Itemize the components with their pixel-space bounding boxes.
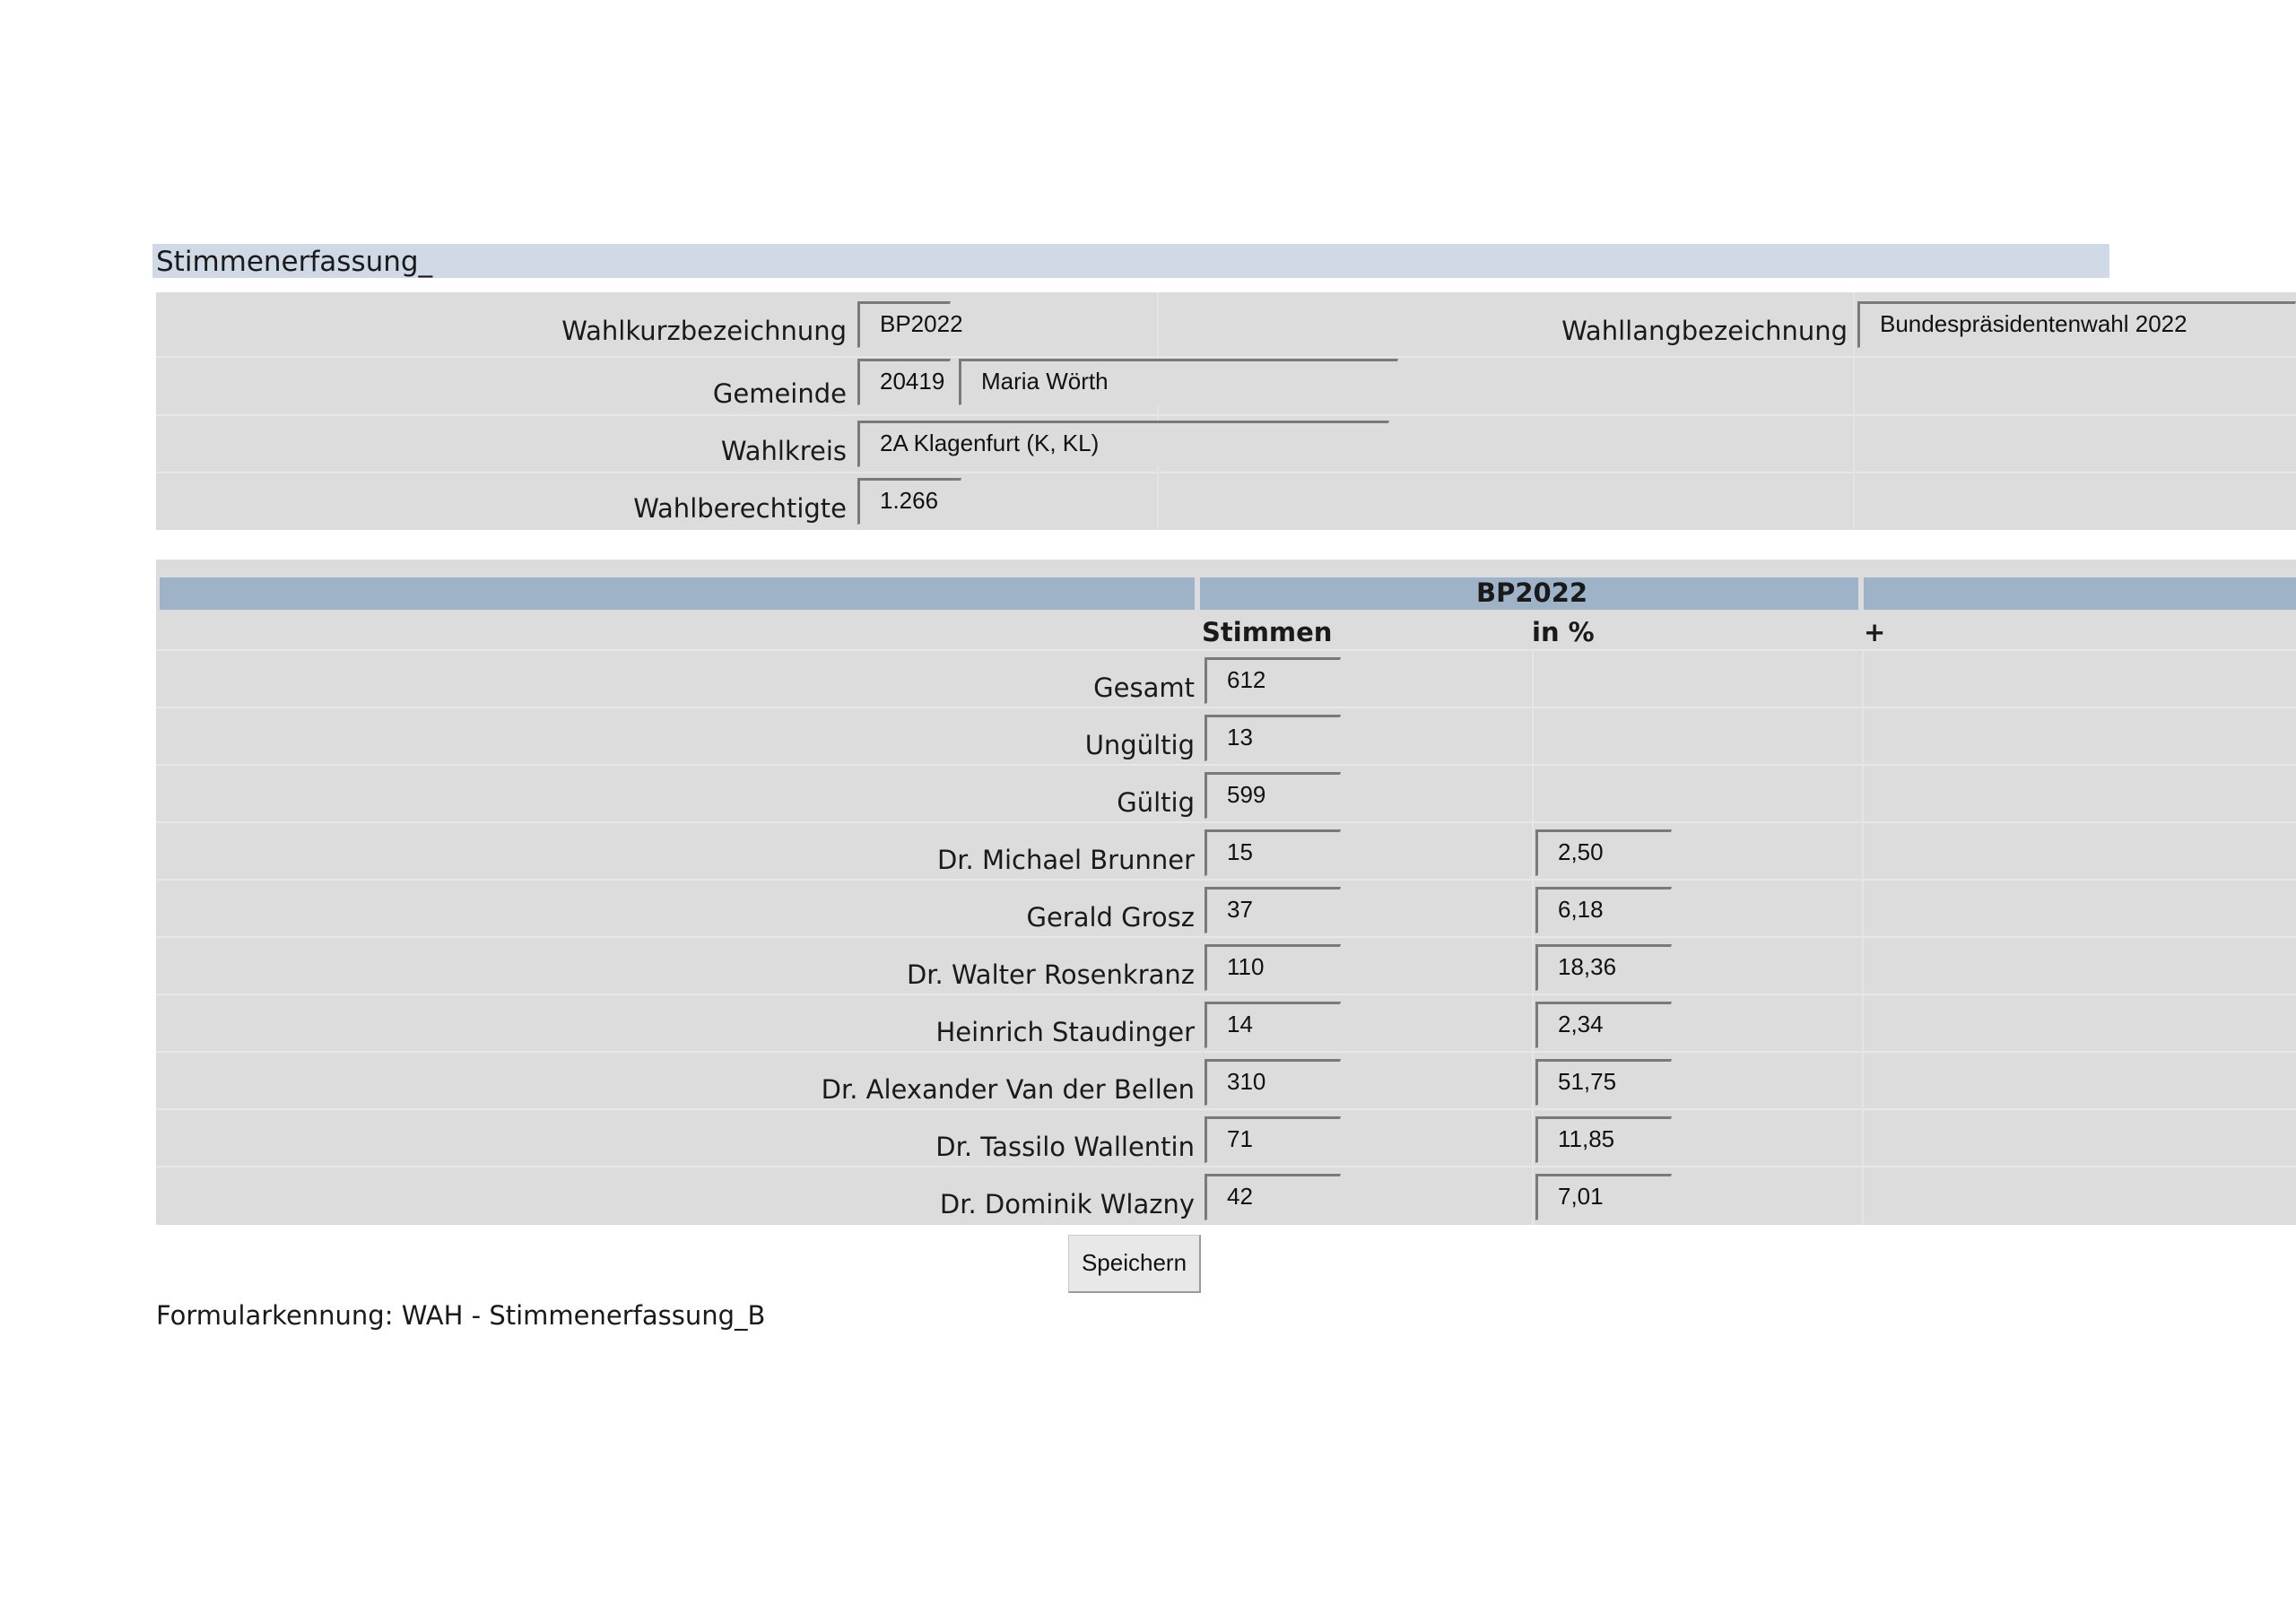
candidate-percent-field[interactable]: 2,34 xyxy=(1535,1002,1672,1048)
col-plus-header: + xyxy=(1864,617,1886,647)
wahlberechtigte-field[interactable]: 1.266 xyxy=(857,478,961,525)
wahlkurz-field[interactable]: BP2022 xyxy=(857,301,951,348)
row-divider xyxy=(156,821,2296,823)
wahllang-field[interactable]: Bundespräsidentenwahl 2022 xyxy=(1857,301,2296,348)
results-header-blank xyxy=(160,577,1195,610)
votes-field-ungueltig[interactable]: 13 xyxy=(1205,715,1341,761)
gemeinde-name-field[interactable]: Maria Wörth xyxy=(959,359,1398,405)
wahlberechtigte-label: Wahlberechtigte xyxy=(633,493,847,524)
candidate-label: Heinrich Staudinger xyxy=(935,1017,1195,1047)
candidate-votes-field[interactable]: 15 xyxy=(1205,829,1341,876)
candidate-percent-field[interactable]: 11,85 xyxy=(1535,1116,1672,1163)
gemeinde-code-field[interactable]: 20419 xyxy=(857,359,951,405)
page-title: Stimmenerfassung_ xyxy=(156,246,433,278)
row-divider xyxy=(156,994,2296,995)
col-divider xyxy=(1853,292,1855,530)
total-label-gesamt: Gesamt xyxy=(1093,673,1195,703)
col-divider xyxy=(1157,292,1159,530)
title-bar xyxy=(152,244,2109,278)
candidate-votes-field[interactable]: 71 xyxy=(1205,1116,1341,1163)
row-divider xyxy=(156,1166,2296,1167)
row-divider xyxy=(156,707,2296,708)
results-header-extra xyxy=(1864,577,2296,610)
row-divider xyxy=(156,356,2296,358)
form-identifier: Formularkennung: WAH - Stimmenerfassung_B xyxy=(156,1300,766,1331)
votes-field-gesamt[interactable]: 612 xyxy=(1205,657,1341,704)
candidate-percent-field[interactable]: 7,01 xyxy=(1535,1174,1672,1220)
row-divider xyxy=(156,936,2296,938)
row-divider xyxy=(156,1108,2296,1110)
gemeinde-label: Gemeinde xyxy=(712,378,847,409)
total-label-gueltig: Gültig xyxy=(1117,787,1195,818)
candidate-votes-field[interactable]: 42 xyxy=(1205,1174,1341,1220)
total-label-ungueltig: Ungültig xyxy=(1084,730,1195,760)
wahllang-label: Wahllangbezeichnung xyxy=(1561,316,1848,346)
wahlkurz-label: Wahlkurzbezeichnung xyxy=(561,316,847,346)
candidate-label: Dr. Michael Brunner xyxy=(936,845,1195,875)
candidate-percent-field[interactable]: 51,75 xyxy=(1535,1059,1672,1106)
save-button[interactable]: Speichern xyxy=(1068,1235,1201,1293)
candidate-label: Dr. Tassilo Wallentin xyxy=(935,1132,1195,1162)
candidate-label: Dr. Walter Rosenkranz xyxy=(906,959,1195,990)
candidate-percent-field[interactable]: 18,36 xyxy=(1535,944,1672,991)
votes-field-gueltig[interactable]: 599 xyxy=(1205,772,1341,819)
wahlkreis-label: Wahlkreis xyxy=(720,436,847,466)
row-divider xyxy=(156,649,2296,651)
row-divider xyxy=(156,879,2296,881)
candidate-percent-field[interactable]: 6,18 xyxy=(1535,887,1672,933)
candidate-label: Dr. Dominik Wlazny xyxy=(939,1189,1195,1219)
candidate-votes-field[interactable]: 310 xyxy=(1205,1059,1341,1106)
results-header-election xyxy=(1200,577,1858,610)
col-percent-header: in % xyxy=(1532,617,1595,647)
candidate-votes-field[interactable]: 110 xyxy=(1205,944,1341,991)
candidate-label: Dr. Alexander Van der Bellen xyxy=(821,1074,1195,1105)
candidate-percent-field[interactable]: 2,50 xyxy=(1535,829,1672,876)
candidate-votes-field[interactable]: 37 xyxy=(1205,887,1341,933)
row-divider xyxy=(156,764,2296,766)
row-divider xyxy=(156,472,2296,473)
col-stimmen-header: Stimmen xyxy=(1202,617,1333,647)
election-header: BP2022 xyxy=(1476,577,1588,608)
row-divider xyxy=(156,414,2296,416)
wahlkreis-field[interactable]: 2A Klagenfurt (K, KL) xyxy=(857,421,1389,467)
row-divider xyxy=(156,1051,2296,1053)
candidate-label: Gerald Grosz xyxy=(1026,902,1195,933)
candidate-votes-field[interactable]: 14 xyxy=(1205,1002,1341,1048)
